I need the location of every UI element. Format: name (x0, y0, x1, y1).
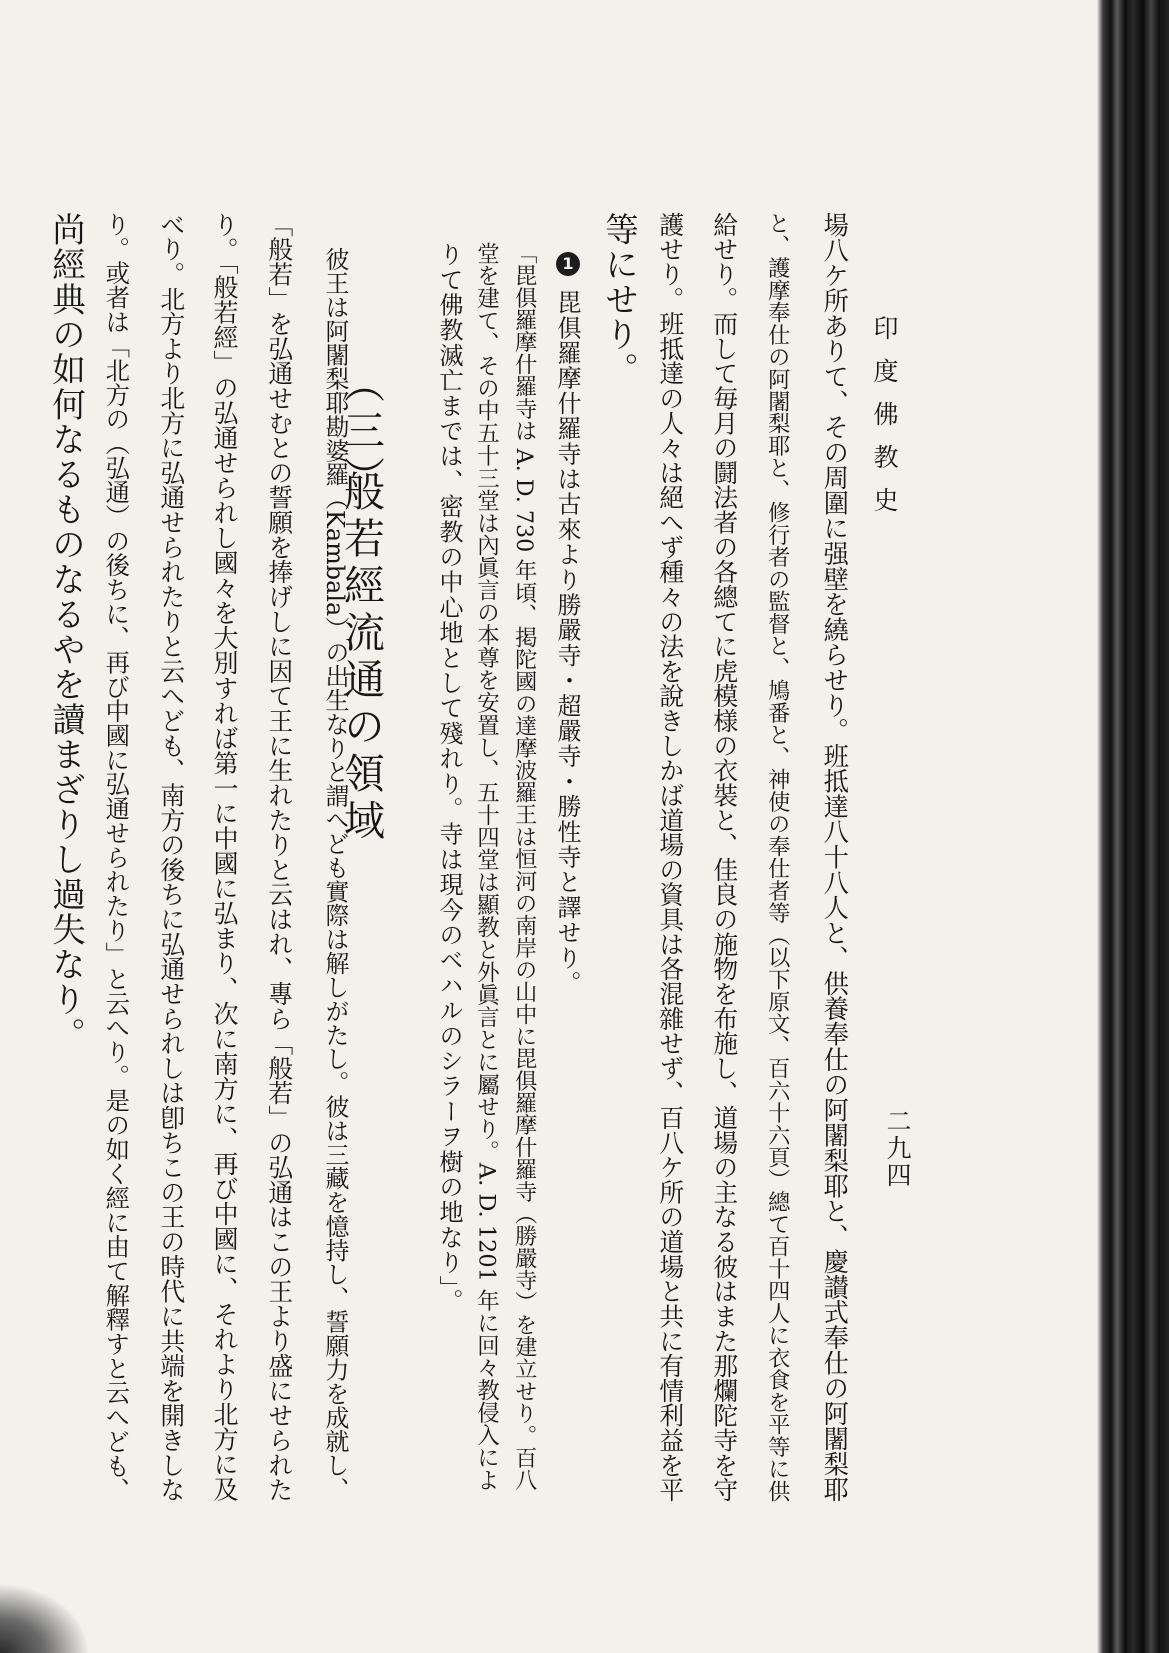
body-line: 護せり。班抵達の人々は絕へず種々の法を說きしかば道場の資具は各混雜せず、百八ケ所の道場と共に有情利益を平 (655, 212, 685, 1503)
body-line: 場八ケ所ありて、その周圍に强壁を繞らせり。班抵達八十八人と、供養奉仕の阿闍梨耶と、慶讃式奉仕の阿闍梨耶 (820, 212, 850, 1502)
scan-smudge (0, 1583, 90, 1653)
body-line: と、護摩奉仕の阿闍梨耶と、修行者の監督と、鳩番と、神使の奉仕者等（以下原文、百六十六頁）總て百十四人に衣食を平等に供 (764, 212, 791, 1502)
page-number: 二九四 (883, 1108, 912, 1189)
section-number: （三） (337, 362, 385, 503)
binding-gutter (1097, 0, 1169, 1653)
running-head: 印度佛教史 (870, 315, 899, 530)
body-line: 尚經典の如何なるものなるやを讀まざりし過失なり。 (46, 212, 86, 1052)
body-line: 給せり。而して毎月の鬪法者の各總てに虎模様の衣裝と、佳良の施物を布施し、道場の主なる彼はまた那爛陀寺を守 (709, 212, 739, 1503)
body-line: 「般若」を弘通せむとの誓願を捧げしに因て王に生れたりと云はれ、專ら「般若」の弘通はこの王より盛にせられた (264, 212, 294, 1503)
body-line: 等にせり。 (599, 212, 639, 387)
body-line: り。「般若經」の弘通せられし國々を大別すれば第一に中國に弘まり、次に南方に、再び中國に、それより北方に及 (210, 212, 240, 1502)
note-marker-icon: 1 (556, 252, 580, 276)
note-line: 毘俱羅摩什羅寺は古來より勝嚴寺・超嚴寺・勝性寺と譯せり。 (553, 290, 581, 996)
note-line: りて佛教滅亡までは、密教の中心地として殘れり。寺は現今のベハルのシラーヲ樹の地なり」。 (435, 242, 463, 1314)
note-line: 堂を建て、その中五十三堂は內眞言の本尊を安置し、五十四堂は顯教と外眞言とに屬せり。A. D. 1201 年に回々教侵入によ (473, 242, 500, 1492)
body-line: べり。北方より北方に弘通せられたりと云へども、南方の後ちに弘通せられしは卽ちこの王の時代に共端を開きしな (156, 212, 186, 1503)
section-title: 般若經流通の領域 (337, 470, 385, 846)
note-line: 「毘俱羅摩什羅寺は A. D. 730 年頃、掲陀國の達摩波羅王は恒河の南岸の山中に毘俱羅摩什羅寺（勝嚴寺）を建立せり。百八 (511, 242, 538, 1491)
body-line: 彼王は阿闍梨耶勘婆羅（Kambala）の出生なりと謂へども實際は解しがたし。彼は三藏を憶持し、誓願力を成就し、 (320, 247, 349, 1501)
body-line: り。或者は「北方の（弘通）の後ちに、再び中國に弘通せられたり」と云へり。是の如く經に由て解釋すと云へども、 (101, 212, 131, 1503)
